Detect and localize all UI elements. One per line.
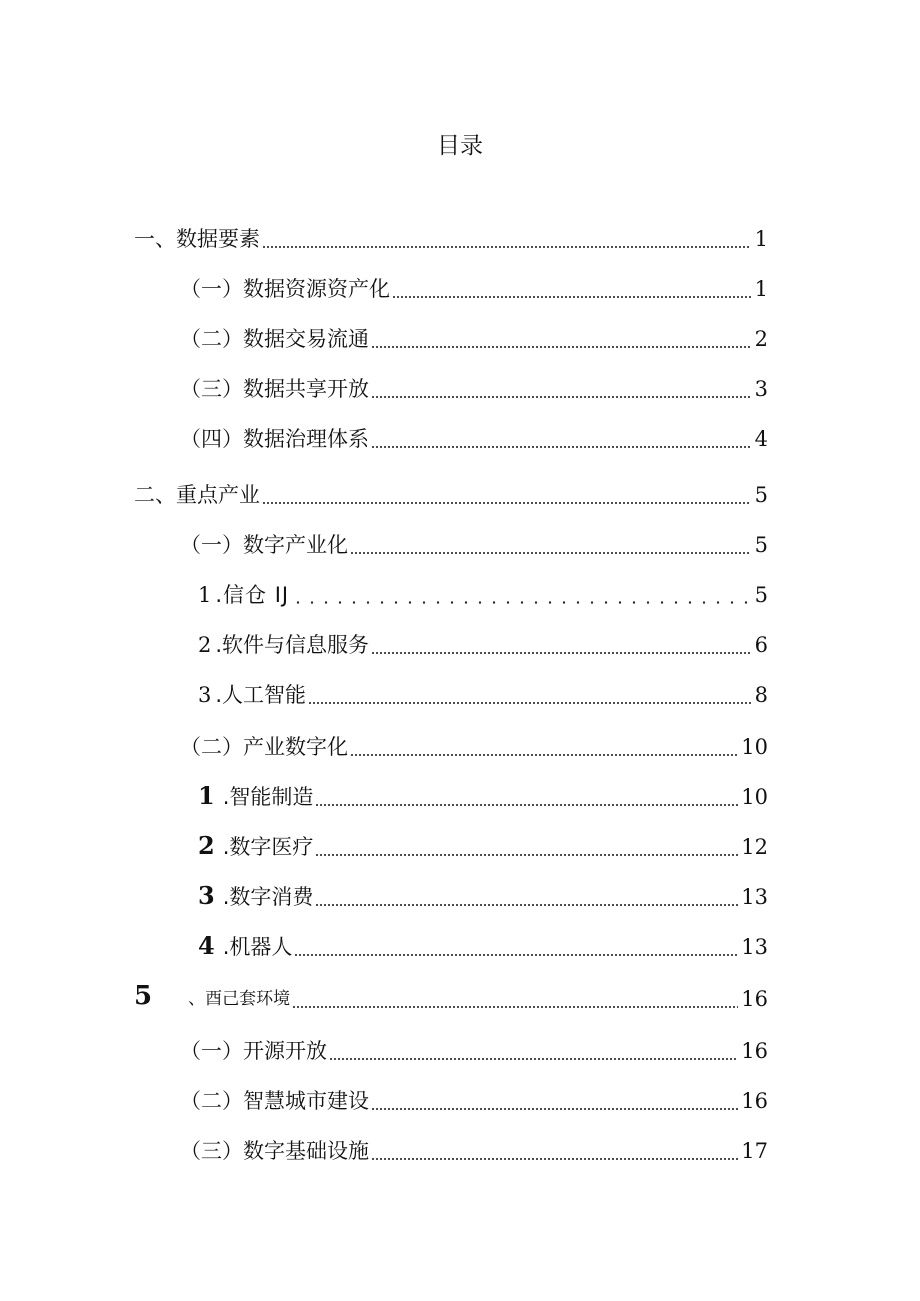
toc-entry-label: .机器人 — [222, 935, 293, 959]
toc-entry-label: （三）数字基础设施 — [180, 1139, 369, 1163]
toc-entry-label: .信仓 IJ — [215, 583, 290, 607]
toc-entry-label: .智能制造 — [222, 785, 314, 809]
dot-leader — [371, 396, 751, 398]
toc-entry-label: （一）开源开放 — [180, 1039, 327, 1063]
toc-entry[interactable] — [198, 574, 768, 610]
toc-entry-number: 5 — [134, 981, 153, 1011]
toc-entry[interactable] — [134, 474, 768, 510]
toc-entry-number: 3 — [198, 683, 212, 707]
toc-entry-label: .人工智能 — [215, 683, 307, 707]
toc-entry-page: 4 — [754, 427, 768, 451]
toc-entry[interactable] — [180, 1130, 768, 1166]
toc-entry[interactable] — [198, 876, 768, 912]
toc-entry-page: 10 — [741, 785, 768, 809]
toc-entry-number: 1 — [198, 583, 212, 607]
toc-entry[interactable] — [180, 318, 768, 354]
toc-entry-page: 16 — [741, 1039, 768, 1063]
toc-entry[interactable] — [198, 624, 768, 660]
dot-leader — [292, 1006, 738, 1008]
dot-leader — [315, 904, 738, 906]
toc-entry-page: 5 — [754, 483, 768, 507]
dot-leader — [329, 1058, 738, 1060]
dot-leader — [315, 854, 738, 856]
toc-entry-page: 6 — [754, 633, 768, 657]
toc-entry[interactable] — [180, 1030, 768, 1066]
dot-leader — [371, 1108, 738, 1110]
toc-entry[interactable] — [180, 268, 768, 304]
toc-entry-page: 16 — [741, 987, 768, 1011]
dot-leader — [392, 296, 751, 298]
toc-entry-number: 2 — [198, 831, 215, 860]
toc-entry-number: 1 — [198, 781, 215, 810]
toc-entry[interactable] — [180, 418, 768, 454]
toc-entry-page: 17 — [741, 1139, 768, 1163]
toc-entry-page: 5 — [754, 533, 768, 557]
toc-entry-label: （三）数据共享开放 — [180, 377, 369, 401]
dot-leader — [308, 702, 751, 704]
toc-entry-number: 4 — [198, 931, 215, 960]
toc-entry[interactable] — [134, 218, 768, 254]
dot-leader — [371, 346, 751, 348]
toc-entry[interactable] — [198, 826, 768, 862]
dot-leader — [350, 754, 738, 756]
toc-entry-label: .软件与信息服务 — [215, 633, 370, 657]
toc-entry-page: 3 — [754, 377, 768, 401]
toc-title: 目录 — [437, 133, 483, 159]
toc-entry-number: 3 — [198, 881, 215, 910]
toc-entry-label: （二）产业数字化 — [180, 735, 348, 759]
toc-entry[interactable] — [198, 776, 768, 812]
dot-leader — [262, 246, 751, 248]
toc-entry-label: （一）数字产业化 — [180, 533, 348, 557]
toc-entry[interactable] — [198, 926, 768, 962]
dot-leader — [371, 446, 751, 448]
toc-entry[interactable] — [180, 726, 768, 762]
toc-entry-label: （二）数据交易流通 — [180, 327, 369, 351]
toc-entry[interactable] — [180, 1080, 768, 1116]
toc-entry-page: 13 — [741, 885, 768, 909]
toc-entry-label: .数字消费 — [222, 885, 314, 909]
toc-entry-page: 8 — [754, 683, 768, 707]
toc-entry-label: 、酉己套环境 — [188, 989, 291, 1009]
toc-entry-page: 1 — [754, 277, 768, 301]
toc-entry-page: 16 — [741, 1089, 768, 1113]
toc-entry-page: 13 — [741, 935, 768, 959]
toc-entry-number: 2 — [198, 633, 212, 657]
toc-entry[interactable] — [180, 524, 768, 560]
dot-leader — [262, 502, 751, 504]
toc-entry-label: （二）智慧城市建设 — [180, 1089, 369, 1113]
toc-entry-label: 一、数据要素 — [134, 227, 260, 251]
dot-leader — [350, 552, 751, 554]
toc-entry[interactable] — [198, 674, 768, 710]
dot-leader — [371, 652, 751, 654]
toc-entry-page: 1 — [754, 227, 768, 251]
toc-entry[interactable] — [134, 978, 768, 1014]
toc-entry-label: .数字医疗 — [222, 835, 314, 859]
toc-entry-page: 2 — [754, 327, 768, 351]
dot-leader — [315, 804, 738, 806]
toc-entry-label: （四）数据治理体系 — [180, 427, 369, 451]
toc-entry-label: （一）数据资源资产化 — [180, 277, 390, 301]
toc-entry-page: 10 — [741, 735, 768, 759]
dot-leader — [371, 1158, 738, 1160]
toc-entry-label: 二、重点产业 — [134, 483, 260, 507]
toc-entry-page: 5 — [754, 583, 768, 607]
dot-leader — [294, 954, 738, 956]
dot-leader — [291, 601, 751, 604]
toc-entry[interactable] — [180, 368, 768, 404]
toc-entry-page: 12 — [741, 835, 768, 859]
